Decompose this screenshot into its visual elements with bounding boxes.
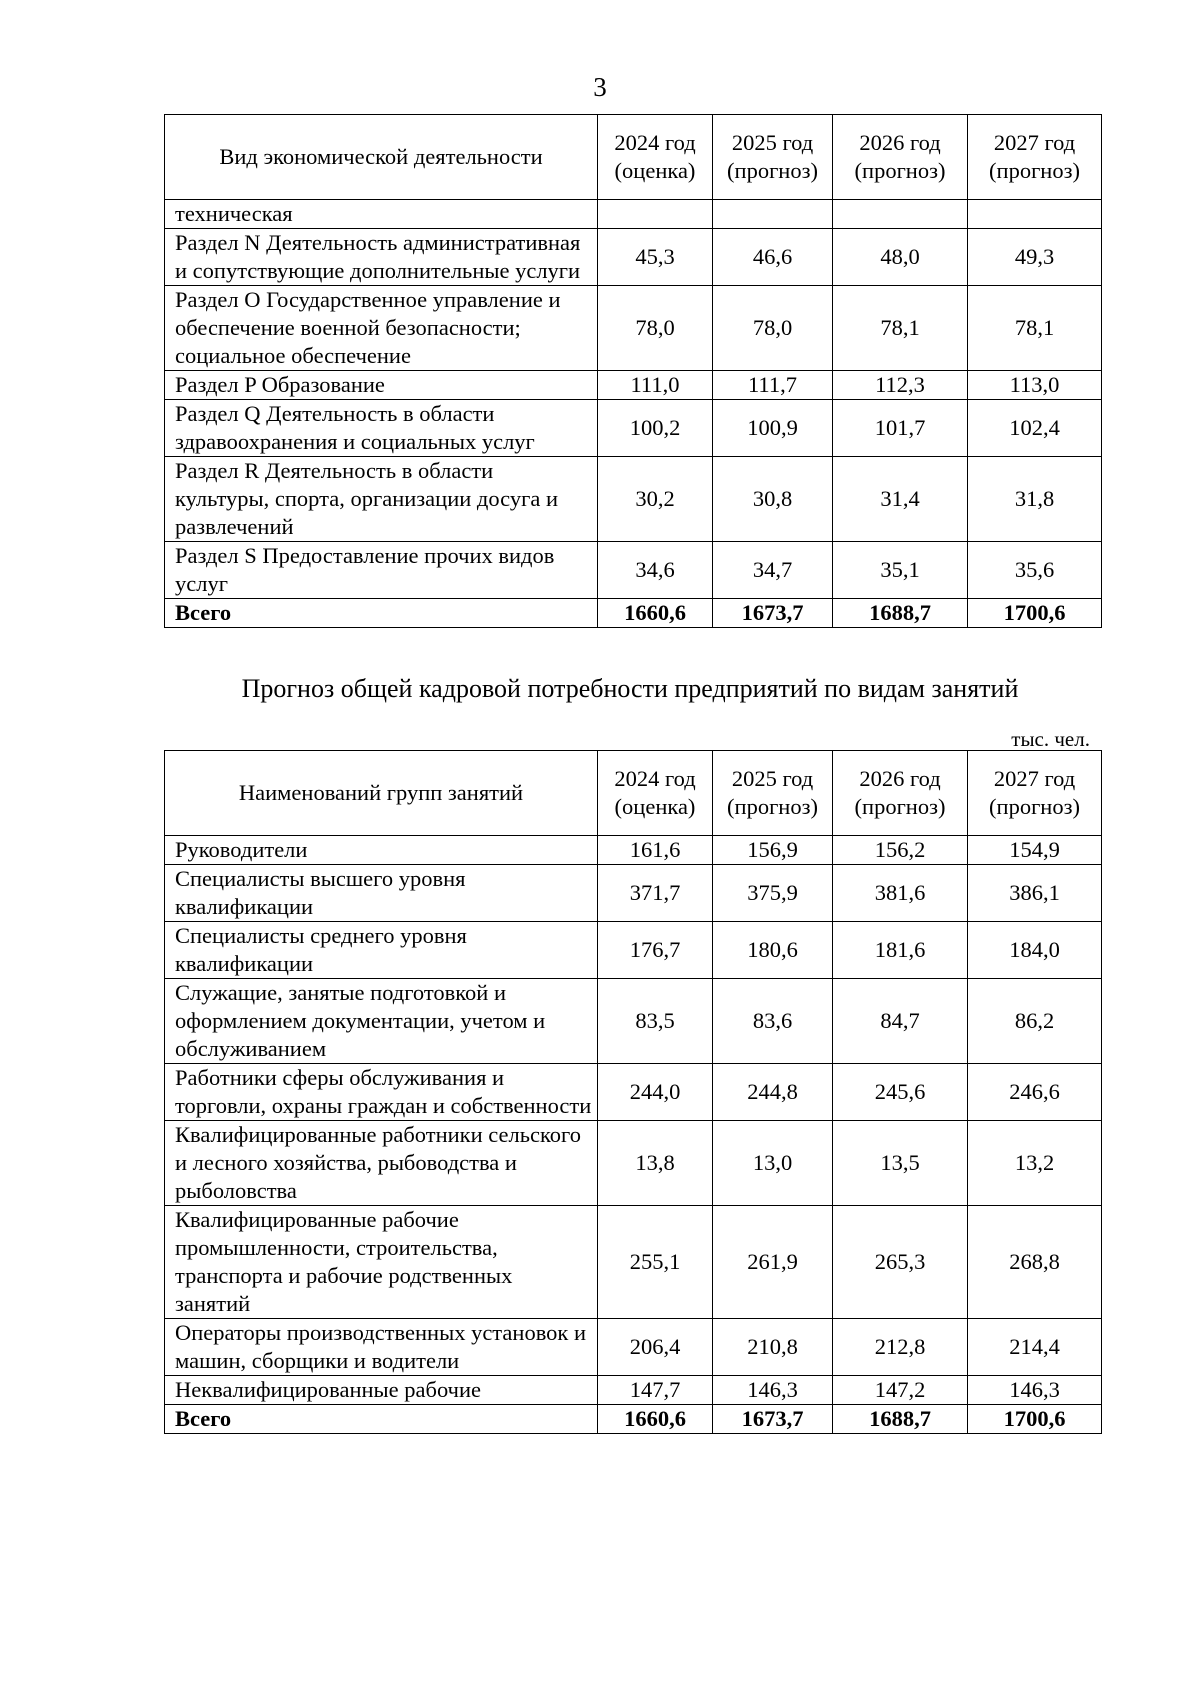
total-value: 1673,7 <box>713 1405 833 1434</box>
header-cell <box>968 115 1102 200</box>
header-year: 2027 год (прогноз) <box>989 130 1080 183</box>
row-value: 212,8 <box>833 1319 968 1376</box>
row-value: 381,6 <box>833 865 968 922</box>
row-value: 245,6 <box>833 1064 968 1121</box>
table-row <box>165 229 1102 286</box>
table-row <box>165 286 1102 371</box>
row-value: 112,3 <box>833 371 968 400</box>
row-value: 13,2 <box>968 1121 1102 1206</box>
row-value: 371,7 <box>598 865 713 922</box>
row-value: 244,8 <box>713 1064 833 1121</box>
total-value: 1660,6 <box>598 1405 713 1434</box>
row-value: 255,1 <box>598 1206 713 1319</box>
table-row <box>165 922 1102 979</box>
row-label: Раздел O Государственное управление и обеспечение военной безопасности; социальное обеспечение <box>165 286 598 371</box>
row-value: 146,3 <box>968 1376 1102 1405</box>
table-row <box>165 979 1102 1064</box>
row-value: 206,4 <box>598 1319 713 1376</box>
row-value: 83,6 <box>713 979 833 1064</box>
row-value: 49,3 <box>968 229 1102 286</box>
row-value: 265,3 <box>833 1206 968 1319</box>
total-value: 1700,6 <box>968 1405 1102 1434</box>
table-row <box>165 836 1102 865</box>
row-value <box>713 200 833 229</box>
row-value: 13,8 <box>598 1121 713 1206</box>
header-year: 2024 год (оценка) <box>614 130 696 183</box>
header-year: 2027 год (прогноз) <box>989 766 1080 819</box>
header-year: 2026 год (прогноз) <box>854 130 946 183</box>
row-label: Операторы производственных установок и машин, сборщики и водители <box>165 1319 598 1376</box>
row-value: 30,2 <box>598 457 713 542</box>
row-value: 35,1 <box>833 542 968 599</box>
row-value: 78,0 <box>598 286 713 371</box>
total-value: 1688,7 <box>833 1405 968 1434</box>
header-cell <box>968 751 1102 836</box>
unit-label: тыс. чел. <box>1011 727 1090 751</box>
row-value: 100,9 <box>713 400 833 457</box>
page-number: 3 <box>593 72 607 102</box>
total-row <box>165 1405 1102 1434</box>
row-value: 261,9 <box>713 1206 833 1319</box>
row-value: 386,1 <box>968 865 1102 922</box>
row-label: Раздел R Деятельность в области культуры, спорта, организации досуга и развлечений <box>165 457 598 542</box>
row-value: 30,8 <box>713 457 833 542</box>
table2-title: Прогноз общей кадровой потребности предприятий по видам занятий <box>241 674 1019 703</box>
header-cell <box>833 751 968 836</box>
row-value: 45,3 <box>598 229 713 286</box>
row-value: 31,8 <box>968 457 1102 542</box>
table-row <box>165 1376 1102 1405</box>
row-label: Раздел S Предоставление прочих видов услуг <box>165 542 598 599</box>
row-value: 156,9 <box>713 836 833 865</box>
table-row <box>165 542 1102 599</box>
row-value: 35,6 <box>968 542 1102 599</box>
economic-activity-table <box>164 114 1102 628</box>
header-cell <box>713 751 833 836</box>
row-label: Раздел Q Деятельность в области здравоохранения и социальных услуг <box>165 400 598 457</box>
total-value: 1660,6 <box>598 599 713 628</box>
header-cell: Наименований групп занятий <box>165 751 598 836</box>
row-value: 78,0 <box>713 286 833 371</box>
row-label: Квалифицированные работники сельского и лесного хозяйства, рыбоводства и рыболовства <box>165 1121 598 1206</box>
row-label: Раздел N Деятельность административная и сопутствующие дополнительные услуги <box>165 229 598 286</box>
row-label: Служащие, занятые подготовкой и оформлением документации, учетом и обслуживанием <box>165 979 598 1064</box>
row-value: 184,0 <box>968 922 1102 979</box>
row-value: 246,6 <box>968 1064 1102 1121</box>
row-label: Неквалифицированные рабочие <box>165 1376 598 1405</box>
row-value: 34,7 <box>713 542 833 599</box>
row-value: 84,7 <box>833 979 968 1064</box>
row-value: 268,8 <box>968 1206 1102 1319</box>
table-row <box>165 400 1102 457</box>
row-value <box>833 200 968 229</box>
row-label: техническая <box>165 200 598 229</box>
row-value: 111,0 <box>598 371 713 400</box>
row-value <box>968 200 1102 229</box>
row-value: 13,5 <box>833 1121 968 1206</box>
row-value: 181,6 <box>833 922 968 979</box>
row-value: 154,9 <box>968 836 1102 865</box>
table-header-row <box>165 751 1102 836</box>
row-value: 86,2 <box>968 979 1102 1064</box>
header-cell: Вид экономической деятельности <box>165 115 598 200</box>
total-row <box>165 599 1102 628</box>
row-value: 176,7 <box>598 922 713 979</box>
row-value: 78,1 <box>968 286 1102 371</box>
header-year: 2026 год (прогноз) <box>854 766 946 819</box>
total-value: 1688,7 <box>833 599 968 628</box>
header-cell <box>598 115 713 200</box>
row-value: 161,6 <box>598 836 713 865</box>
table-row <box>165 200 1102 229</box>
occupation-groups-table <box>164 750 1102 1434</box>
row-value: 100,2 <box>598 400 713 457</box>
row-value: 83,5 <box>598 979 713 1064</box>
total-label: Всего <box>165 599 598 628</box>
row-value: 101,7 <box>833 400 968 457</box>
row-value: 180,6 <box>713 922 833 979</box>
row-value: 210,8 <box>713 1319 833 1376</box>
table-row <box>165 371 1102 400</box>
table-row <box>165 1121 1102 1206</box>
row-value: 111,7 <box>713 371 833 400</box>
table-row <box>165 1206 1102 1319</box>
row-value: 146,3 <box>713 1376 833 1405</box>
row-label: Раздел P Образование <box>165 371 598 400</box>
row-label: Квалифицированные рабочие промышленности, строительства, транспорта и рабочие родственных занятий <box>165 1206 598 1319</box>
table-row <box>165 457 1102 542</box>
table-row <box>165 865 1102 922</box>
header-year: 2025 год (прогноз) <box>727 130 818 183</box>
header-cell <box>713 115 833 200</box>
row-label: Работники сферы обслуживания и торговли, охраны граждан и собственности <box>165 1064 598 1121</box>
header-year: 2025 год (прогноз) <box>727 766 818 819</box>
table-header-row <box>165 115 1102 200</box>
row-value: 244,0 <box>598 1064 713 1121</box>
total-value: 1673,7 <box>713 599 833 628</box>
row-value: 375,9 <box>713 865 833 922</box>
table-row <box>165 1319 1102 1376</box>
row-value <box>598 200 713 229</box>
row-label: Руководители <box>165 836 598 865</box>
header-year: 2024 год (оценка) <box>614 766 696 819</box>
row-value: 48,0 <box>833 229 968 286</box>
total-label: Всего <box>165 1405 598 1434</box>
row-value: 78,1 <box>833 286 968 371</box>
row-value: 31,4 <box>833 457 968 542</box>
total-value: 1700,6 <box>968 599 1102 628</box>
table-row <box>165 1064 1102 1121</box>
row-value: 113,0 <box>968 371 1102 400</box>
row-label: Специалисты высшего уровня квалификации <box>165 865 598 922</box>
row-value: 46,6 <box>713 229 833 286</box>
header-cell <box>833 115 968 200</box>
row-value: 102,4 <box>968 400 1102 457</box>
row-value: 214,4 <box>968 1319 1102 1376</box>
row-value: 147,7 <box>598 1376 713 1405</box>
row-label: Специалисты среднего уровня квалификации <box>165 922 598 979</box>
header-cell <box>598 751 713 836</box>
row-value: 13,0 <box>713 1121 833 1206</box>
row-value: 147,2 <box>833 1376 968 1405</box>
row-value: 156,2 <box>833 836 968 865</box>
row-value: 34,6 <box>598 542 713 599</box>
